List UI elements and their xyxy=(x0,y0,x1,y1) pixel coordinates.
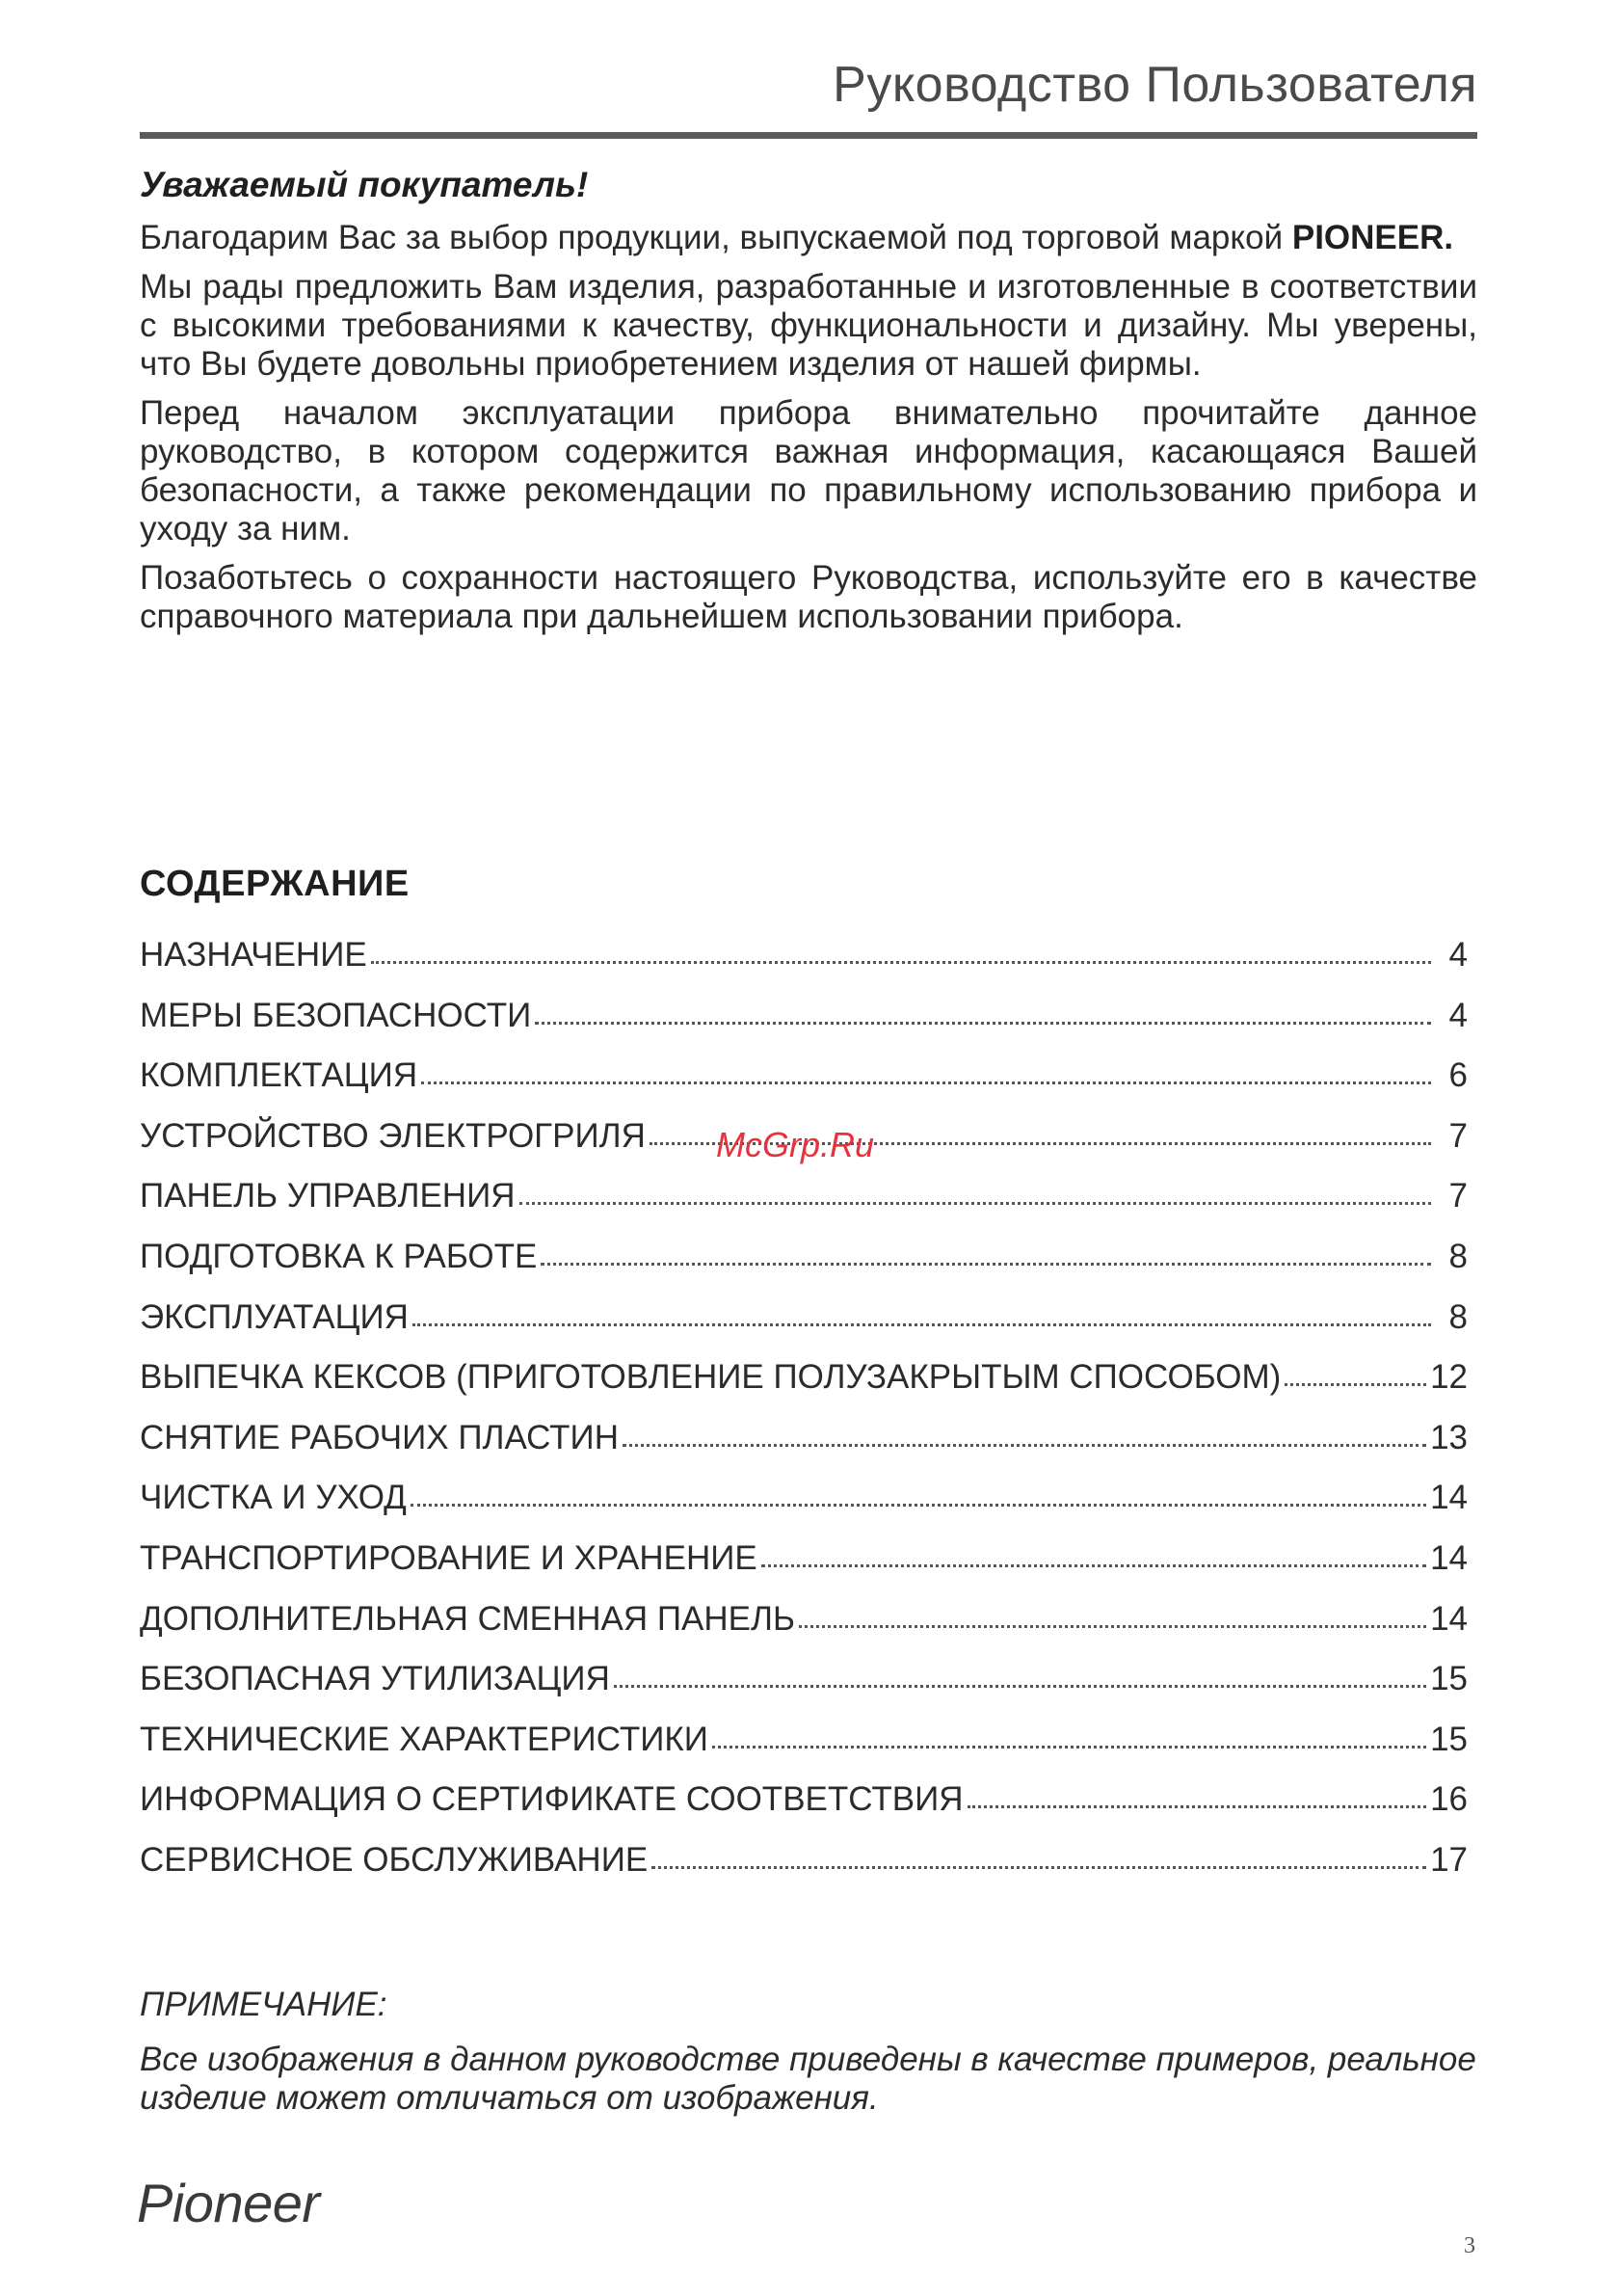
toc-item-label: ЧИСТКА И УХОД xyxy=(140,1479,407,1517)
toc-item-page: 17 xyxy=(1430,1840,1468,1879)
toc-item-page: 7 xyxy=(1448,1116,1468,1155)
toc-dot-leader xyxy=(371,960,1431,964)
page-header-title: Руководство Пользователя xyxy=(833,57,1477,113)
toc-item[interactable] xyxy=(140,1710,1468,1771)
toc-item-label: УСТРОЙСТВО ЭЛЕКТРОГРИЛЯ xyxy=(140,1116,646,1155)
greeting-heading: Уважаемый покупатель! xyxy=(140,165,589,204)
page-number: 3 xyxy=(1464,2233,1475,2258)
toc-item-page: 13 xyxy=(1430,1418,1468,1456)
toc-item-label: ДОПОЛНИТЕЛЬНАЯ СМЕННАЯ ПАНЕЛЬ xyxy=(140,1599,795,1638)
toc-item[interactable] xyxy=(140,1468,1468,1529)
toc-item[interactable] xyxy=(140,1830,1468,1891)
toc-dot-leader xyxy=(623,1443,1426,1447)
note-section xyxy=(140,1988,1477,2118)
intro-paragraph-1-text: Благодарим Вас за выбор продукции, выпускаемой под торговой маркой xyxy=(140,218,1284,256)
toc-item-label: БЕЗОПАСНАЯ УТИЛИЗАЦИЯ xyxy=(140,1660,610,1698)
toc-item-page: 15 xyxy=(1430,1720,1468,1758)
intro-paragraph-1 xyxy=(140,219,1477,257)
toc-dot-leader xyxy=(412,1322,1431,1326)
toc-dot-leader xyxy=(1285,1382,1426,1386)
toc-item-label: ПОДГОТОВКА К РАБОТЕ xyxy=(140,1237,538,1275)
toc-item-page: 8 xyxy=(1448,1237,1468,1275)
toc-dot-leader xyxy=(535,1021,1431,1025)
toc-item-page: 4 xyxy=(1448,996,1468,1034)
toc-item[interactable] xyxy=(140,1529,1468,1589)
table-of-contents xyxy=(140,925,1468,1891)
toc-item[interactable] xyxy=(140,1046,1468,1107)
toc-item-label: ТРАНСПОРТИРОВАНИЕ И ХРАНЕНИЕ xyxy=(140,1538,757,1577)
watermark-text: McGrp.Ru xyxy=(716,1125,875,1164)
toc-item[interactable] xyxy=(140,1166,1468,1227)
note-label: ПРИМЕЧАНИЕ: xyxy=(140,1986,387,2023)
intro-section xyxy=(140,166,1477,647)
toc-item-label: ПАНЕЛЬ УПРАВЛЕНИЯ xyxy=(140,1177,516,1215)
toc-item[interactable] xyxy=(140,1408,1468,1469)
toc-item[interactable] xyxy=(140,1348,1468,1408)
note-text: Все изображения в данном руководстве приведены в качестве примеров, реальное изделие может отличаться от изображения. xyxy=(140,2041,1476,2117)
toc-item[interactable] xyxy=(140,1589,1468,1650)
toc-item-label: СНЯТИЕ РАБОЧИХ ПЛАСТИН xyxy=(140,1418,619,1456)
toc-dot-leader xyxy=(712,1745,1426,1749)
toc-dot-leader xyxy=(614,1684,1426,1688)
toc-item[interactable] xyxy=(140,1770,1468,1830)
intro-paragraph-2: Мы рады предложить Вам изделия, разработанные и изготовленные в соответствии с высокими требованиями к качеству, функциональности и дизайну. Мы уверены, что Вы будете довольны приобретением изделия от нашей фирмы. xyxy=(140,267,1477,383)
toc-dot-leader xyxy=(519,1201,1432,1205)
brand-bold-text: PIONEER. xyxy=(1291,218,1454,256)
toc-item-page: 15 xyxy=(1430,1660,1468,1698)
toc-item-page: 4 xyxy=(1448,936,1468,974)
intro-paragraph-3: Перед началом эксплуатации прибора внимательно прочитайте данное руководство, в котором содержится важная информация, касающаяся Вашей безопасности, а также рекомендации по правильному использованию прибора и уходу за ним. xyxy=(140,393,1477,547)
toc-dot-leader xyxy=(799,1624,1426,1628)
toc-dot-leader xyxy=(761,1563,1426,1567)
toc-item-label: ВЫПЕЧКА КЕКСОВ (ПРИГОТОВЛЕНИЕ ПОЛУЗАКРЫТЫМ СПОСОБОМ) xyxy=(140,1358,1282,1397)
toc-item[interactable] xyxy=(140,1227,1468,1288)
header-divider xyxy=(140,132,1477,139)
toc-item[interactable] xyxy=(140,1649,1468,1710)
toc-item-label: ИНФОРМАЦИЯ О СЕРТИФИКАТЕ СООТВЕТСТВИЯ xyxy=(140,1780,964,1819)
intro-paragraph-4: Позаботьтесь о сохранности настоящего Руководства, используйте его в качестве справочного материала при дальнейшем использовании прибора. xyxy=(140,558,1477,635)
toc-item-label: СЕРВИСНОЕ ОБСЛУЖИВАНИЕ xyxy=(140,1840,649,1879)
toc-dot-leader xyxy=(541,1262,1431,1266)
toc-item[interactable] xyxy=(140,1288,1468,1348)
toc-item-page: 14 xyxy=(1430,1599,1468,1638)
toc-item-page: 7 xyxy=(1448,1177,1468,1215)
toc-item-label: НАЗНАЧЕНИЕ xyxy=(140,936,367,974)
toc-item-page: 14 xyxy=(1430,1479,1468,1517)
toc-item-label: КОМПЛЕКТАЦИЯ xyxy=(140,1056,418,1095)
toc-item-label: ТЕХНИЧЕСКИЕ ХАРАКТЕРИСТИКИ xyxy=(140,1720,708,1758)
toc-title: СОДЕРЖАНИЕ xyxy=(140,864,410,904)
toc-item-label: МЕРЫ БЕЗОПАСНОСТИ xyxy=(140,996,532,1034)
pioneer-logo: Pioneer xyxy=(137,2173,320,2233)
toc-item-page: 6 xyxy=(1448,1056,1468,1095)
toc-dot-leader xyxy=(968,1804,1427,1808)
toc-dot-leader xyxy=(651,1865,1426,1869)
toc-item-page: 12 xyxy=(1430,1358,1468,1397)
toc-item-label: ЭКСПЛУАТАЦИЯ xyxy=(140,1297,409,1336)
toc-dot-leader xyxy=(411,1503,1426,1507)
toc-item[interactable] xyxy=(140,986,1468,1047)
toc-item-page: 16 xyxy=(1430,1780,1468,1819)
toc-dot-leader xyxy=(421,1081,1431,1084)
toc-item[interactable] xyxy=(140,925,1468,986)
toc-item-page: 8 xyxy=(1448,1297,1468,1336)
toc-item-page: 14 xyxy=(1430,1538,1468,1577)
